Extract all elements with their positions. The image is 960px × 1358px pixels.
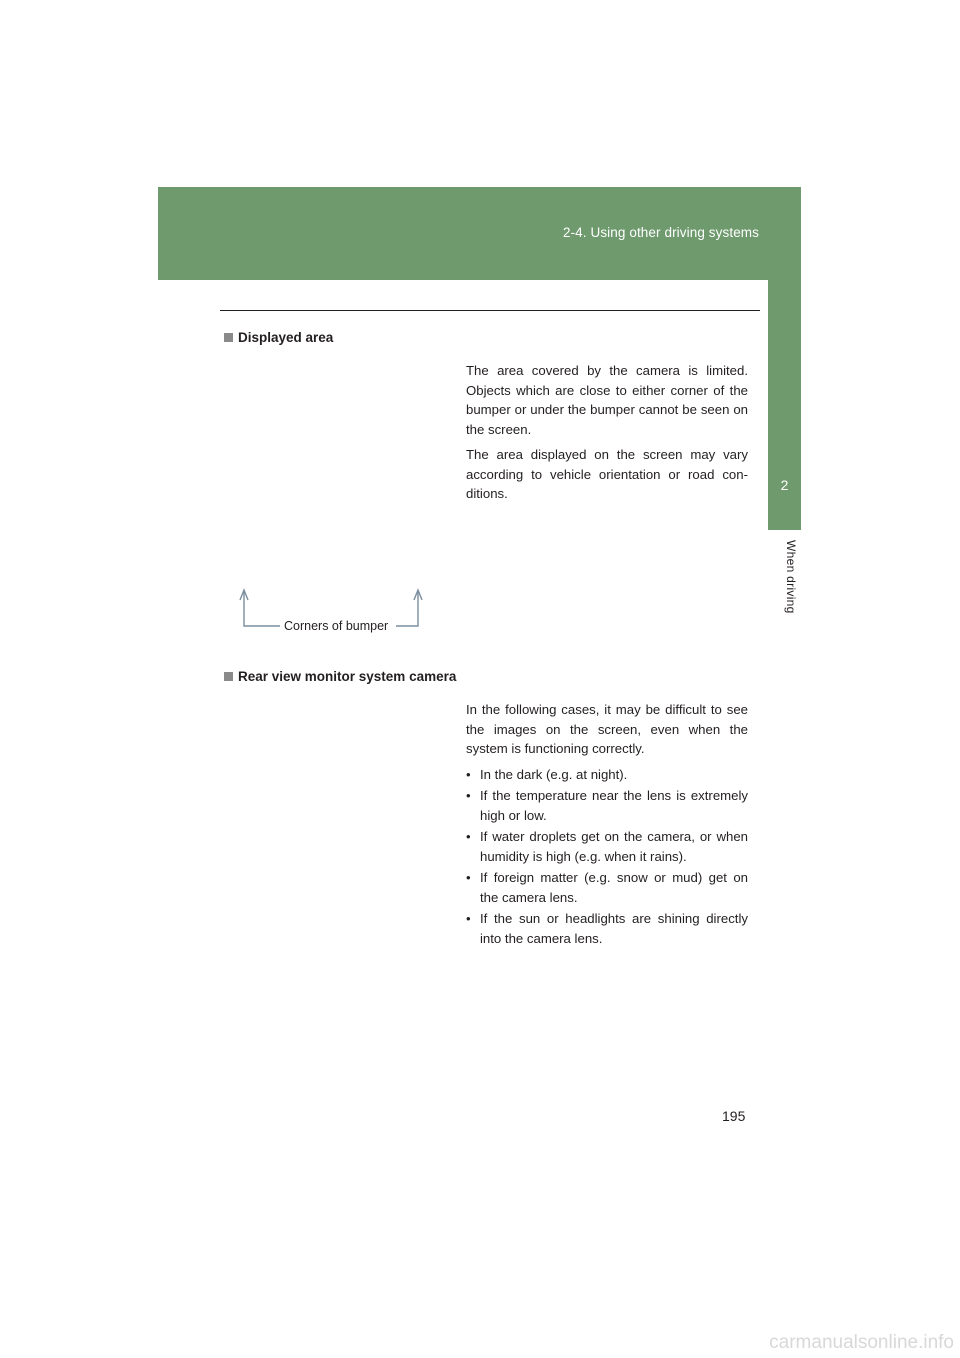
paragraph: The area displayed on the screen may vary according to vehicle orientation or road con-ditions. (466, 447, 748, 501)
header-rule (220, 310, 760, 311)
camera-text (466, 700, 748, 950)
conditions-list (466, 765, 748, 949)
list-item-text: If the temperature near the lens is extremely high or low. (480, 787, 748, 823)
bullet-icon: • (466, 766, 471, 782)
watermark: carmanualsonline.info (769, 1332, 954, 1353)
list-item-text: In the dark (e.g. at night). (480, 766, 628, 782)
heading-square-icon (224, 333, 233, 342)
bullet-icon: • (466, 910, 471, 926)
page-number: 195 (722, 1108, 746, 1124)
heading-square-icon (224, 672, 233, 681)
paragraph: In the following cases, it may be difficult to see the images on the screen, even when the system is functioning correctly. (466, 702, 748, 756)
section-title: 2-4. Using other driving systems (562, 225, 759, 240)
chapter-number: 2 (768, 440, 801, 530)
section-heading-text: Rear view monitor system camera (238, 669, 457, 684)
list-item (466, 827, 748, 867)
diagram-label: Corners of bumper (284, 619, 389, 633)
list-item-text: If water droplets get on the camera, or when humidity is high (e.g. when it rains). (480, 828, 748, 864)
bullet-icon: • (466, 787, 471, 803)
list-item (466, 868, 748, 908)
list-item (466, 765, 748, 785)
section-heading-camera (224, 669, 456, 684)
displayed-area-text (466, 361, 748, 510)
paragraph: The area covered by the camera is limited. Objects which are close to either corner of the bumper or under the bumper cannot be seen on the screen. (466, 363, 748, 437)
chapter-label: When driving (784, 540, 798, 614)
chapter-header-bar (158, 187, 801, 280)
left-bumper-arrow (244, 592, 280, 626)
list-item (466, 909, 748, 949)
section-heading-text: Displayed area (238, 330, 334, 345)
bullet-icon: • (466, 828, 471, 844)
bullet-icon: • (466, 869, 471, 885)
list-item-text: If foreign matter (e.g. snow or mud) get on the camera lens. (480, 869, 748, 905)
section-heading-displayed-area (224, 330, 333, 345)
list-item-text: If the sun or headlights are shining directly into the camera lens. (480, 910, 748, 946)
list-item (466, 786, 748, 826)
